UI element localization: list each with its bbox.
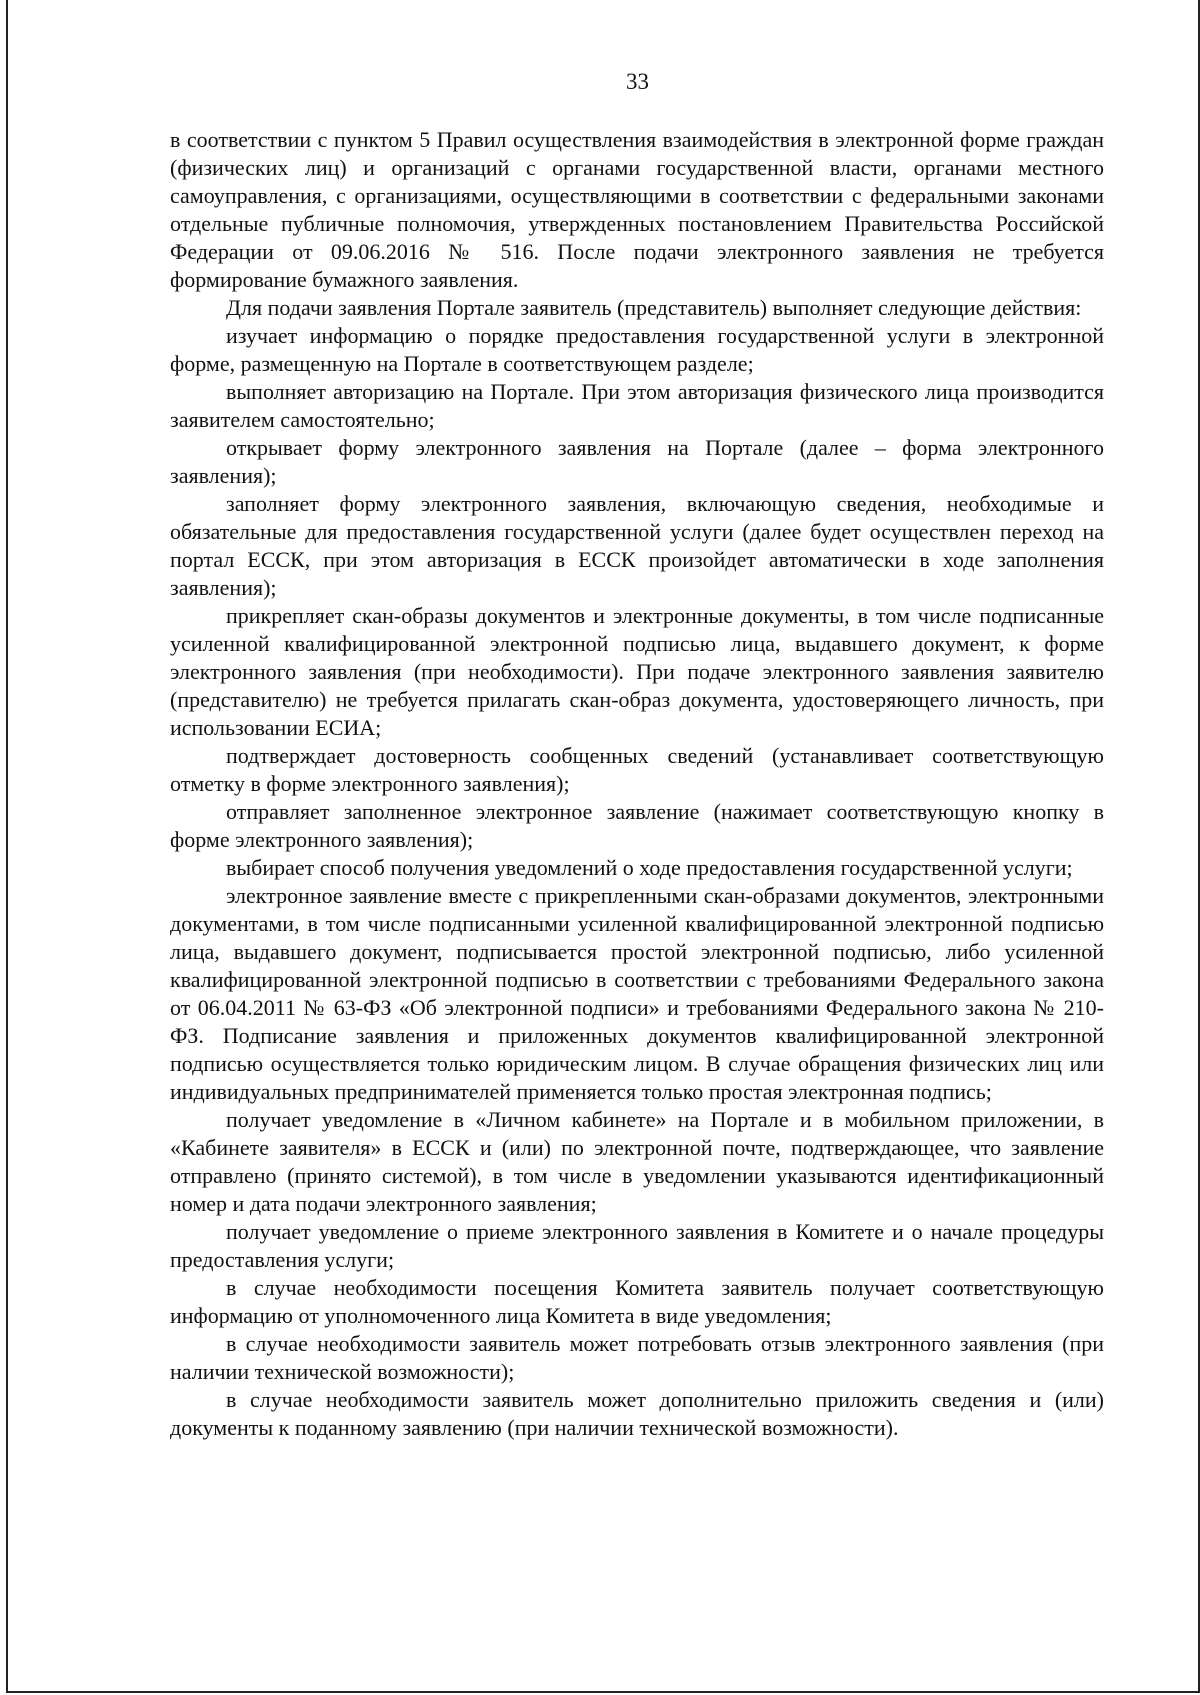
paragraph-step-submit: отправляет заполненное электронное заявление (нажимает соответствующую кнопку в форме электронного заявления); [170, 799, 1104, 852]
paragraph-step-study-info: изучает информацию о порядке предоставления государственной услуги в электронной форме, размещенную на Портале в соответствующем разделе; [170, 323, 1104, 376]
document-body [170, 126, 1104, 1442]
page-number: 33 [626, 69, 649, 94]
paragraph-step-receive-notification: получает уведомление в «Личном кабинете» на Портале и в мобильном приложении, в «Кабинете заявителя» в ЕССК и (или) по электронной почте, подтверждающее, что заявление отправлено (принято системой), в том числе в уведомлении указываются идентификационный номер и дата подачи электронного заявления; [170, 1107, 1104, 1216]
paragraph-step-confirm: подтверждает достоверность сообщенных сведений (устанавливает соответствующую отметку в форме электронного заявления); [170, 743, 1104, 796]
paragraph-step-signature: электронное заявление вместе с прикрепленными скан-образами документов, электронными документами, в том числе подписанными усиленной квалифицированной электронной подписью лица, выдавшего документ, подписывается простой электронной подписью, либо усиленной квалифицированной электронной подписью в соответствии с требованиями Федерального закона от 06.04.2011 № 63-ФЗ «Об электронной подписи» и требованиями Федерального закона № 210-ФЗ. Подписание заявления и приложенных документов квалифицированной электронной подписью осуществляется только юридическим лицом. В случае обращения физических лиц или индивидуальных предпринимателей применяется только простая электронная подпись; [170, 883, 1104, 1104]
paragraph-step-attach-documents: прикрепляет скан-образы документов и электронные документы, в том числе подписанные усиленной квалифицированной электронной подписью лица, выдавшего документ, к форме электронного заявления (при необходимости). При подаче электронного заявления заявителю (представителю) не требуется прилагать скан-образ документа, удостоверяющего личность, при использовании ЕСИА; [170, 603, 1104, 740]
paragraph-step-add-documents: в случае необходимости заявитель может дополнительно приложить сведения и (или) документы к поданному заявлению (при наличии технической возможности). [170, 1387, 1104, 1440]
paragraph-step-open-form: открывает форму электронного заявления на Портале (далее – форма электронного заявления); [170, 435, 1104, 488]
paragraph-step-visit: в случае необходимости посещения Комитета заявитель получает соответствующую информацию от уполномоченного лица Комитета в виде уведомления; [170, 1275, 1104, 1328]
paragraph-intro-actions: Для подачи заявления Портале заявитель (представитель) выполняет следующие действия: [226, 295, 1082, 320]
page-left-edge [6, 0, 8, 1692]
paragraph-step-withdraw: в случае необходимости заявитель может потребовать отзыв электронного заявления (при наличии технической возможности); [170, 1331, 1104, 1384]
paragraph-step-fill-form: заполняет форму электронного заявления, включающую сведения, необходимые и обязательные для предоставления государственной услуги (далее будет осуществлен переход на портал ЕССК, при этом авторизация в ЕССК произойдет автоматически в ходе заполнения заявления); [170, 491, 1104, 600]
paragraph-step-notification-method: выбирает способ получения уведомлений о ходе предоставления государственной услуги; [226, 855, 1073, 880]
paragraph-continuation: в соответствии с пунктом 5 Правил осуществления взаимодействия в электронной форме граждан (физических лиц) и организаций с органами государственной власти, органами местного самоуправления, с организациями, осуществляющими в соответствии с федеральными законами отдельные публичные полномочия, утвержденных постановлением Правительства Российской Федерации от 09.06.2016 № 516. После подачи электронного заявления не требуется формирование бумажного заявления. [170, 127, 1104, 292]
page-bottom-edge [6, 1691, 1200, 1693]
paragraph-step-authorization: выполняет авторизацию на Портале. При этом авторизация физического лица производится заявителем самостоятельно; [170, 379, 1104, 432]
paragraph-step-receipt: получает уведомление о приеме электронного заявления в Комитете и о начале процедуры предоставления услуги; [170, 1219, 1104, 1272]
